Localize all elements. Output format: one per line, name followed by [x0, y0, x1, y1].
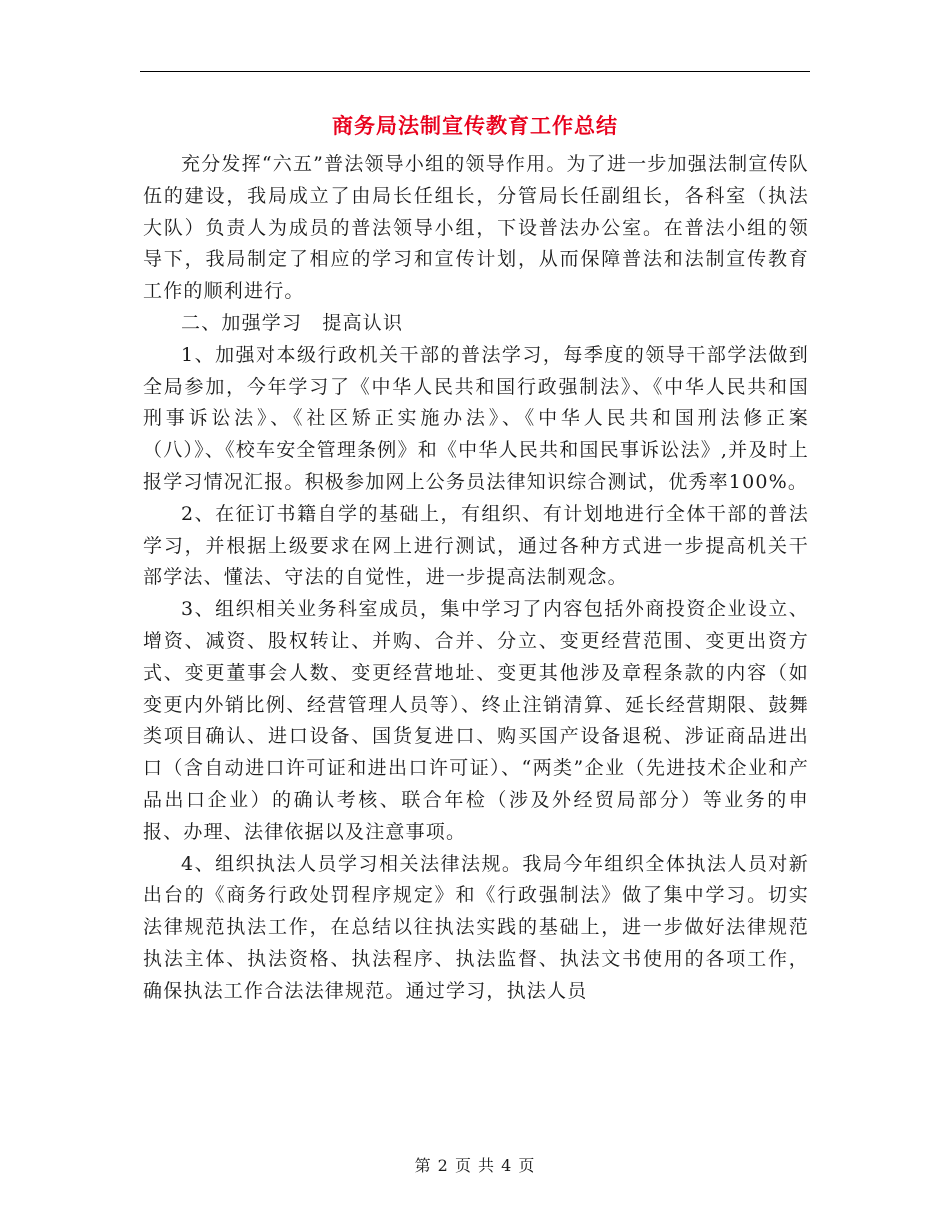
section-heading: 二、加强学习 提高认识: [181, 311, 404, 334]
header-rule: [140, 71, 810, 72]
paragraph-item-3: 3、组织相关业务科室成员，集中学习了内容包括外商投资企业设立、增资、减资、股权转让、并购、合并、分立、变更经营范围、变更出资方式、变更董事会人数、变更经营地址、变更其他涉及章程条款的内容（如变更内外销比例、经营管理人员等）、终止注销清算、延长经营期限、鼓舞类项目确认、进口设备、国货复进口、购买国产设备退税、涉证商品进出口（含自动进口许可证和进出口许可证）、“两类”企业（先进技术企业和产品出口企业）的确认考核、联合年检（涉及外经贸局部分）等业务的申报、办理、法律依据以及注意事项。: [143, 598, 809, 843]
document-title: 商务局法制宣传教育工作总结: [332, 114, 618, 138]
page-number: 第 2 页 共 4 页: [414, 1156, 536, 1175]
paragraph-item-1: 1、加强对本级行政机关干部的普法学习，每季度的领导干部学法做到全局参加，今年学习了《中华人民共和国行政强制法》、《中华人民共和国刑事诉讼法》、《社区矫正实施办法》、《中华人民共和国刑法修正案（八）》、《校车安全管理条例》和《中华人民共和国民事诉讼法》,并及时上报学习情况汇报。积极参加网上公务员法律知识综合测试，优秀率100%。: [143, 343, 809, 493]
paragraph-item-4: 4、组织执法人员学习相关法律法规。我局今年组织全体执法人员对新出台的《商务行政处罚程序规定》和《行政强制法》做了集中学习。切实法律规范执法工作，在总结以往执法实践的基础上，进一步做好法律规范执法主体、执法资格、执法程序、执法监督、执法文书使用的各项工作，确保执法工作合法法律规范。通过学习，执法人员: [143, 852, 809, 1002]
document-body: [143, 149, 809, 1008]
paragraph-item-2: 2、在征订书籍自学的基础上，有组织、有计划地进行全体干部的普法学习，并根据上级要求在网上进行测试，通过各种方式进一步提高机关干部学法、懂法、守法的自觉性，进一步提高法制观念。: [143, 502, 809, 589]
paragraph-intro: 充分发挥“六五”普法领导小组的领导作用。为了进一步加强法制宣传队伍的建设，我局成立了由局长任组长，分管局长任副组长，各科室（执法大队）负责人为成员的普法领导小组，下设普法办公室。在普法小组的领导下，我局制定了相应的学习和宣传计划，从而保障普法和法制宣传教育工作的顺利进行。: [143, 153, 809, 303]
